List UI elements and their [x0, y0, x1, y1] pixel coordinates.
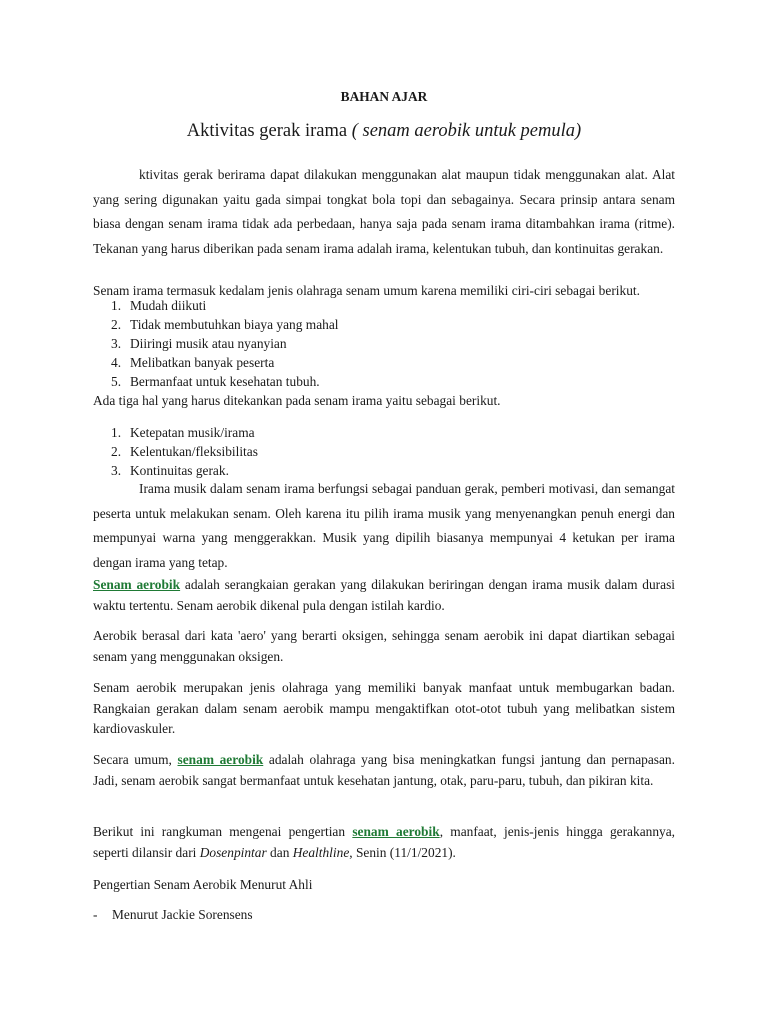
paragraph-senam-aerobik-definition: Senam aerobik adalah serangkaian gerakan yang dilakukan beriringan dengan irama musik dalam durasi waktu tertentu. Senam aerobik dikenal pula dengan istilah kardio.: [93, 577, 675, 613]
paragraph-irama-musik: Irama musik dalam senam irama berfungsi sebagai panduan gerak, pemberi motivasi, dan semangat peserta untuk melakukan senam. Oleh karena itu pilih irama musik yang menyenangkan penuh energi dan mempunyai warna yang menggerakkan. Musik yang dipilih biasanya mempunyai 4 ketukan per irama dengan irama yang tetap.: [93, 481, 675, 570]
list-item: 2. Tidak membutuhkan biaya yang mahal: [111, 317, 339, 332]
document-label: BAHAN AJAR: [340, 89, 428, 104]
paragraph-ciri-intro: Senam irama termasuk kedalam jenis olahraga senam umum karena memiliki ciri-ciri sebagai berikut.: [93, 283, 640, 298]
source-healthline: Healthline: [292, 844, 350, 860]
dash-list-item: - Menurut Jackie Sorensens: [93, 907, 253, 922]
list-item: 5. Bermanfaat untuk kesehatan tubuh.: [111, 374, 320, 389]
list-item: 1. Ketepatan musik/irama: [111, 425, 255, 440]
paragraph-tiga-hal: Ada tiga hal yang harus ditekankan pada senam irama yaitu sebagai berikut.: [93, 393, 501, 408]
source-dosenpintar: Dosenpintar: [199, 844, 267, 860]
paragraph-aerobik-origin: Aerobik berasal dari kata 'aero' yang berarti oksigen, sehingga senam aerobik ini dapat diartikan sebagai senam yang menggunakan oksigen.: [93, 628, 675, 664]
list-item: 3. Kontinuitas gerak.: [111, 463, 229, 478]
senam-aerobik-link[interactable]: senam aerobik: [352, 824, 440, 839]
document-title: [0, 121, 768, 142]
list-item: 4. Melibatkan banyak peserta: [111, 355, 275, 370]
list-item: 2. Kelentukan/fleksibilitas: [111, 444, 258, 459]
paragraph-rangkuman: Berikut ini rangkuman mengenai pengertian senam aerobik, manfaat, jenis-jenis hingga gerakannya, seperti dilansir dari Dosenpintar dan Healthline, Senin (11/1/2021).: [93, 824, 676, 860]
title-subtitle: ( senam aerobik untuk pemula): [351, 121, 582, 141]
list-tiga-hal: [93, 423, 675, 480]
list-ciri-ciri: [93, 296, 675, 391]
title-main: Aktivitas gerak irama: [186, 121, 352, 141]
senam-aerobik-link[interactable]: Senam aerobik: [93, 577, 181, 592]
senam-aerobik-link[interactable]: senam aerobik: [177, 752, 264, 767]
section-heading-pengertian: Pengertian Senam Aerobik Menurut Ahli: [93, 877, 313, 892]
paragraph-aerobik-manfaat: Senam aerobik merupakan jenis olahraga yang memiliki banyak manfaat untuk membugarkan badan. Rangkaian gerakan dalam senam aerobik mampu mengaktifkan otot-otot tubuh yang melibatkan sistem kardiovaskuler.: [93, 680, 675, 736]
list-item: 1. Mudah diikuti: [111, 298, 207, 313]
paragraph-secara-umum: Secara umum, senam aerobik adalah olahraga yang bisa meningkatkan fungsi jantung dan pernapasan. Jadi, senam aerobik sangat bermanfaat untuk kesehatan jantung, otak, paru-paru, tubuh, dan pikiran kita.: [93, 752, 675, 788]
list-item: 3. Diiringi musik atau nyanyian: [111, 336, 287, 351]
paragraph-intro: ktivitas gerak berirama dapat dilakukan menggunakan alat maupun tidak menggunakan alat. Alat yang sering digunakan yaitu gada simpai tongkat bola topi dan sebagainya. Secara prinsip antara senam biasa dengan senam irama tidak ada perbedaan, hanya saja pada senam irama ditambahkan irama (ritme). Tekanan yang harus diberikan pada senam irama adalah irama, kelentukan tubuh, dan kontinuitas gerakan.: [93, 167, 675, 256]
